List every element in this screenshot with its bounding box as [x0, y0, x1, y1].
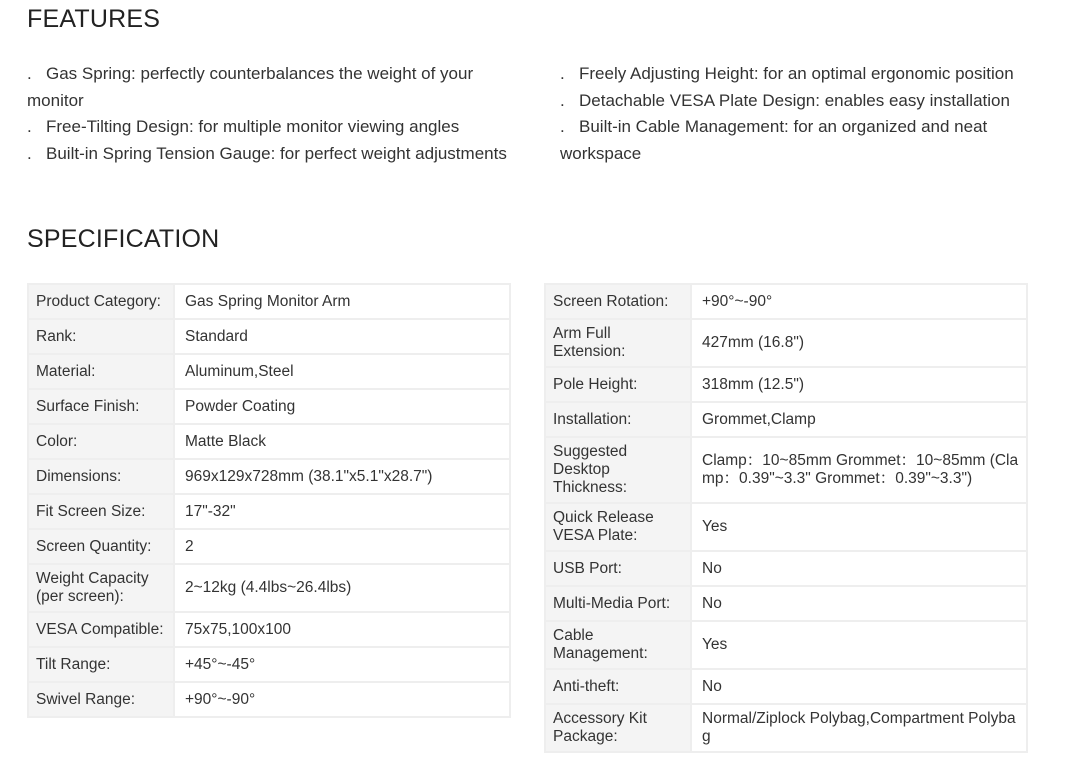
spec-label: Swivel Range:: [28, 682, 174, 717]
spec-label: Cable Management:: [545, 621, 691, 669]
bullet: .: [560, 64, 565, 83]
spec-row: [545, 669, 1027, 704]
spec-row: [28, 319, 510, 354]
spec-value: No: [691, 551, 1027, 586]
spec-value: +45°~-45°: [174, 647, 510, 682]
specification-heading: SPECIFICATION: [27, 225, 220, 253]
bullet: .: [560, 90, 565, 110]
spec-label: Product Category:: [28, 284, 174, 319]
spec-row: [28, 284, 510, 319]
spec-value: Yes: [691, 503, 1027, 551]
spec-row: [545, 586, 1027, 621]
feature-text: Gas Spring: perfectly counterbalances the weight of your monitor: [27, 64, 474, 110]
feature-item: [560, 114, 1050, 167]
feature-text: Built-in Spring Tension Gauge: for perfect weight adjustments: [46, 143, 507, 163]
feature-text: Built-in Cable Management: for an organized and neat workspace: [560, 117, 988, 163]
spec-value: Gas Spring Monitor Arm: [174, 284, 510, 319]
feature-item: [560, 88, 1050, 115]
spec-label: Installation:: [545, 402, 691, 437]
spec-row: [28, 647, 510, 682]
spec-value: 2~12kg (4.4lbs~26.4lbs): [174, 564, 510, 612]
spec-table-left: [27, 283, 511, 718]
spec-row: [545, 621, 1027, 669]
spec-label: Fit Screen Size:: [28, 494, 174, 529]
spec-value: Yes: [691, 621, 1027, 669]
spec-label: Suggested Desktop Thickness:: [545, 437, 691, 503]
spec-label: Color:: [28, 424, 174, 459]
spec-value: Powder Coating: [174, 389, 510, 424]
spec-row: [545, 551, 1027, 586]
feature-text: Free-Tilting Design: for multiple monitor viewing angles: [46, 117, 460, 136]
spec-label: Screen Rotation:: [545, 284, 691, 319]
spec-label: Rank:: [28, 319, 174, 354]
bullet: .: [27, 117, 32, 136]
spec-row: [545, 503, 1027, 551]
spec-value: 969x129x728mm (38.1"x5.1"x28.7"): [174, 459, 510, 494]
spec-row: [545, 284, 1027, 319]
spec-row: [545, 367, 1027, 402]
spec-label: Material:: [28, 354, 174, 389]
features-heading: FEATURES: [27, 5, 161, 33]
spec-value: 17"-32": [174, 494, 510, 529]
spec-value: +90°~-90°: [174, 682, 510, 717]
spec-label: VESA Compatible:: [28, 612, 174, 647]
bullet: .: [27, 143, 32, 163]
spec-label: Surface Finish:: [28, 389, 174, 424]
spec-label: Accessory Kit Package:: [545, 704, 691, 752]
spec-row: [28, 612, 510, 647]
spec-label: Arm Full Extension:: [545, 319, 691, 367]
spec-row: [545, 402, 1027, 437]
spec-table-right: [544, 283, 1028, 753]
feature-item: [27, 141, 527, 168]
feature-text: Freely Adjusting Height: for an optimal ergonomic position: [579, 64, 1014, 83]
feature-item: [27, 61, 527, 114]
spec-value: 318mm (12.5"): [691, 367, 1027, 402]
spec-row: [28, 424, 510, 459]
spec-value: 427mm (16.8"): [691, 319, 1027, 367]
spec-label: USB Port:: [545, 551, 691, 586]
spec-label: Pole Height:: [545, 367, 691, 402]
spec-label: Quick Release VESA Plate:: [545, 503, 691, 551]
bullet: .: [560, 117, 565, 136]
spec-value: Aluminum,Steel: [174, 354, 510, 389]
spec-value: Normal/Ziplock Polybag,Compartment Polybag: [691, 704, 1027, 752]
spec-label: Multi-Media Port:: [545, 586, 691, 621]
feature-text: Detachable VESA Plate Design: enables easy installation: [579, 90, 1010, 110]
spec-value: No: [691, 669, 1027, 704]
spec-label: Weight Capacity (per screen):: [28, 564, 174, 612]
spec-row: [545, 319, 1027, 367]
spec-row: [28, 354, 510, 389]
spec-label: Screen Quantity:: [28, 529, 174, 564]
spec-value: Grommet,Clamp: [691, 402, 1027, 437]
spec-row: [545, 704, 1027, 752]
spec-row: [28, 682, 510, 717]
feature-item: [560, 61, 1050, 88]
spec-value: 75x75,100x100: [174, 612, 510, 647]
feature-item: [27, 114, 527, 141]
spec-value: Clamp：10~85mm Grommet：10~85mm (Clamp：0.39"~3.3" Grommet：0.39"~3.3"): [691, 437, 1027, 503]
features-list-right: [560, 61, 1050, 167]
spec-value: +90°~-90°: [691, 284, 1027, 319]
spec-row: [28, 529, 510, 564]
spec-row: [545, 437, 1027, 503]
spec-value: Standard: [174, 319, 510, 354]
features-list-left: [27, 61, 527, 167]
spec-value: 2: [174, 529, 510, 564]
spec-value: Matte Black: [174, 424, 510, 459]
spec-value: No: [691, 586, 1027, 621]
spec-label: Anti-theft:: [545, 669, 691, 704]
spec-row: [28, 494, 510, 529]
spec-label: Tilt Range:: [28, 647, 174, 682]
spec-row: [28, 389, 510, 424]
spec-row: [28, 564, 510, 612]
spec-row: [28, 459, 510, 494]
spec-label: Dimensions:: [28, 459, 174, 494]
bullet: .: [27, 64, 32, 83]
